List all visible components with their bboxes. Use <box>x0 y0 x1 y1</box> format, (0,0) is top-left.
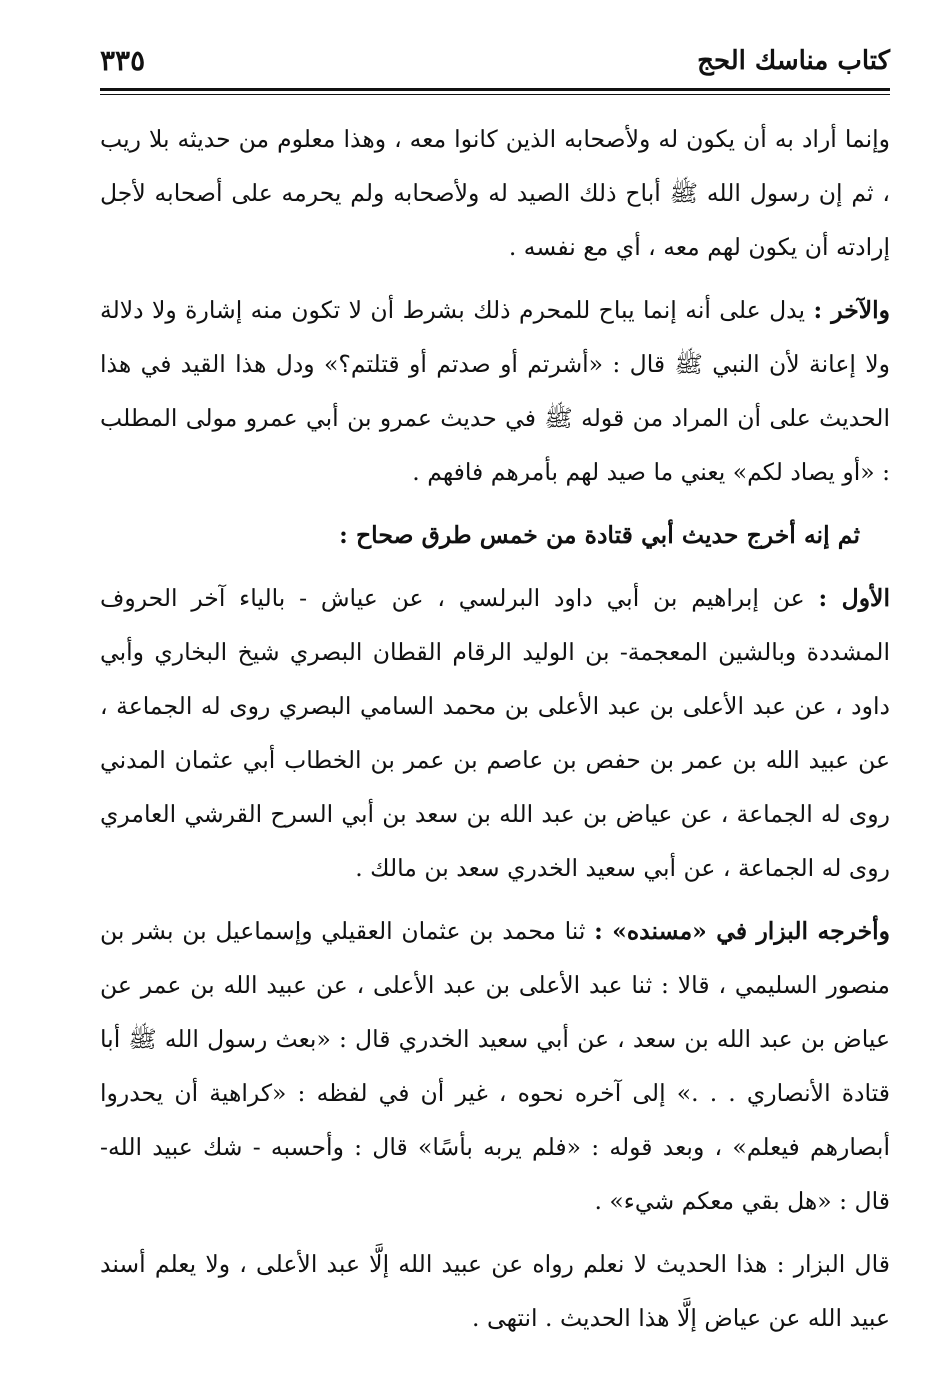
page-header <box>100 32 890 86</box>
paragraph <box>100 1237 890 1345</box>
section-heading: ثم إنه أخرج حديث أبي قتادة من خمس طرق صحاح : <box>339 521 860 549</box>
paragraph-text: ثنا محمد بن عثمان العقيلي وإسماعيل بن بشر بن منصور السليمي ، قالا : ثنا عبد الأعلى بن عبد الأعلى ، عن عبيد الله بن عمر عن عياض بن عبد الله بن سعد ، عن أبي سعيد الخدري قال : «بعث رسول الله ﷺ أبا قتادة الأنصاري . . .» إلى آخره نحوه ، غير أن في لفظه : «كراهية أن يحدروا أبصارهم فيعلم» ، وبعد قوله : «فلم يربه بأسًا» قال : وأحسبه - شك عبيد الله- قال : «هل بقي معكم شيء» . <box>100 917 890 1215</box>
running-title: كتاب مناسك الحج <box>697 46 890 76</box>
paragraph-lead: وأخرجه البزار في «مسنده» : <box>594 917 890 945</box>
page-number: ٣٣٥ <box>100 44 146 77</box>
paragraph-lead: والآخر : <box>813 296 890 324</box>
page-body <box>100 112 890 1354</box>
paragraph <box>100 112 890 274</box>
paragraph-text: وإنما أراد به أن يكون له ولأصحابه الذين كانوا معه ، وهذا معلوم من حديثه بلا ريب ، ثم إن رسول الله ﷺ أباح ذلك الصيد له ولأصحابه ولم يحرمه على أصحابه لأجل إرادته أن يكون لهم معه ، أي مع نفسه . <box>100 125 890 261</box>
paragraph-text: قال البزار : هذا الحديث لا نعلم رواه عن عبيد الله إلَّا عبد الأعلى ، ولا يعلم أسند عبيد الله عن عياض إلَّا هذا الحديث . انتهى . <box>100 1250 890 1332</box>
paragraph-text: يدل على أنه إنما يباح للمحرم ذلك بشرط أن لا تكون منه إشارة ولا دلالة ولا إعانة لأن النبي ﷺ قال : «أشرتم أو صدتم أو قتلتم؟» ودل هذا القيد في هذا الحديث على أن المراد من قوله ﷺ في حديث عمرو بن أبي عمرو مولى المطلب : «أو يصاد لكم» يعني ما صيد لهم بأمرهم فافهم . <box>100 296 890 486</box>
paragraph <box>100 904 890 1228</box>
paragraph <box>100 571 890 895</box>
paragraph <box>100 283 890 499</box>
paragraph-text: عن إبراهيم بن أبي داود البرلسي ، عن عياش - بالياء آخر الحروف المشددة وبالشين المعجمة- بن الوليد الرقام القطان البصري شيخ البخاري وأبي داود ، عن عبد الأعلى بن عبد الأعلى بن محمد السامي البصري روى له الجماعة ، عن عبيد الله بن عمر بن حفص بن عاصم بن عمر بن الخطاب أبي عثمان المدني روى له الجماعة ، عن عياض بن عبد الله بن سعد بن أبي السرح القرشي العامري روى له الجماعة ، عن أبي سعيد الخدري سعد بن مالك . <box>100 584 890 882</box>
header-rule <box>100 88 890 95</box>
paragraph-lead: الأول : <box>818 584 890 612</box>
